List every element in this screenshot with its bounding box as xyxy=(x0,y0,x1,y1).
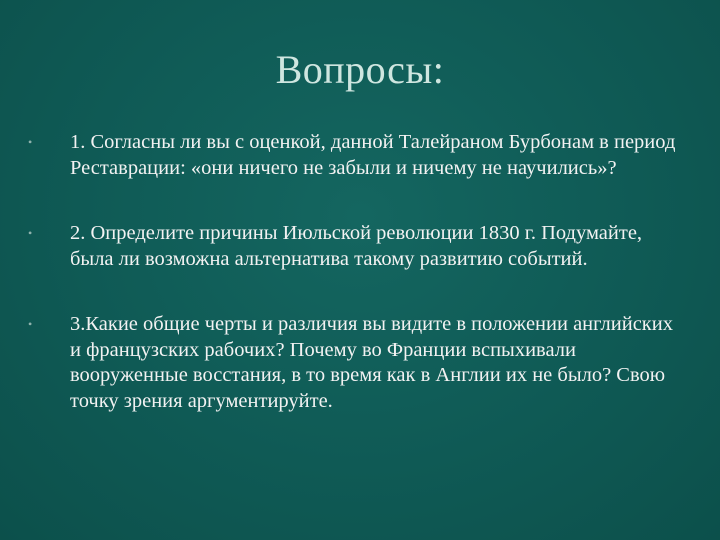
question-text-2: 2. Определите причины Июльской революции 1830 г. Подумайте, была ли возможна альтернатива такому развитию событий. xyxy=(70,222,643,270)
question-item-2 xyxy=(28,221,688,272)
bullet-icon: • xyxy=(28,317,33,331)
bullet-icon: • xyxy=(28,226,33,240)
question-text-1: 1. Согласны ли вы с оценкой, данной Талейраном Бурбонам в период Реставрации: «они ничего не забыли и ничему не научились»? xyxy=(70,131,676,179)
question-item-1 xyxy=(28,130,688,181)
bullet-icon: • xyxy=(28,135,33,149)
questions-list xyxy=(28,130,688,454)
question-item-3 xyxy=(28,312,688,414)
question-text-3: 3.Какие общие черты и различия вы видите в положении английских и французских рабочих? Почему во Франции вспыхивали вооруженные восстания, в то время как в Англии их не было? Свою точку зрения аргументируйте. xyxy=(70,313,673,412)
slide-title: Вопросы: xyxy=(275,47,445,92)
